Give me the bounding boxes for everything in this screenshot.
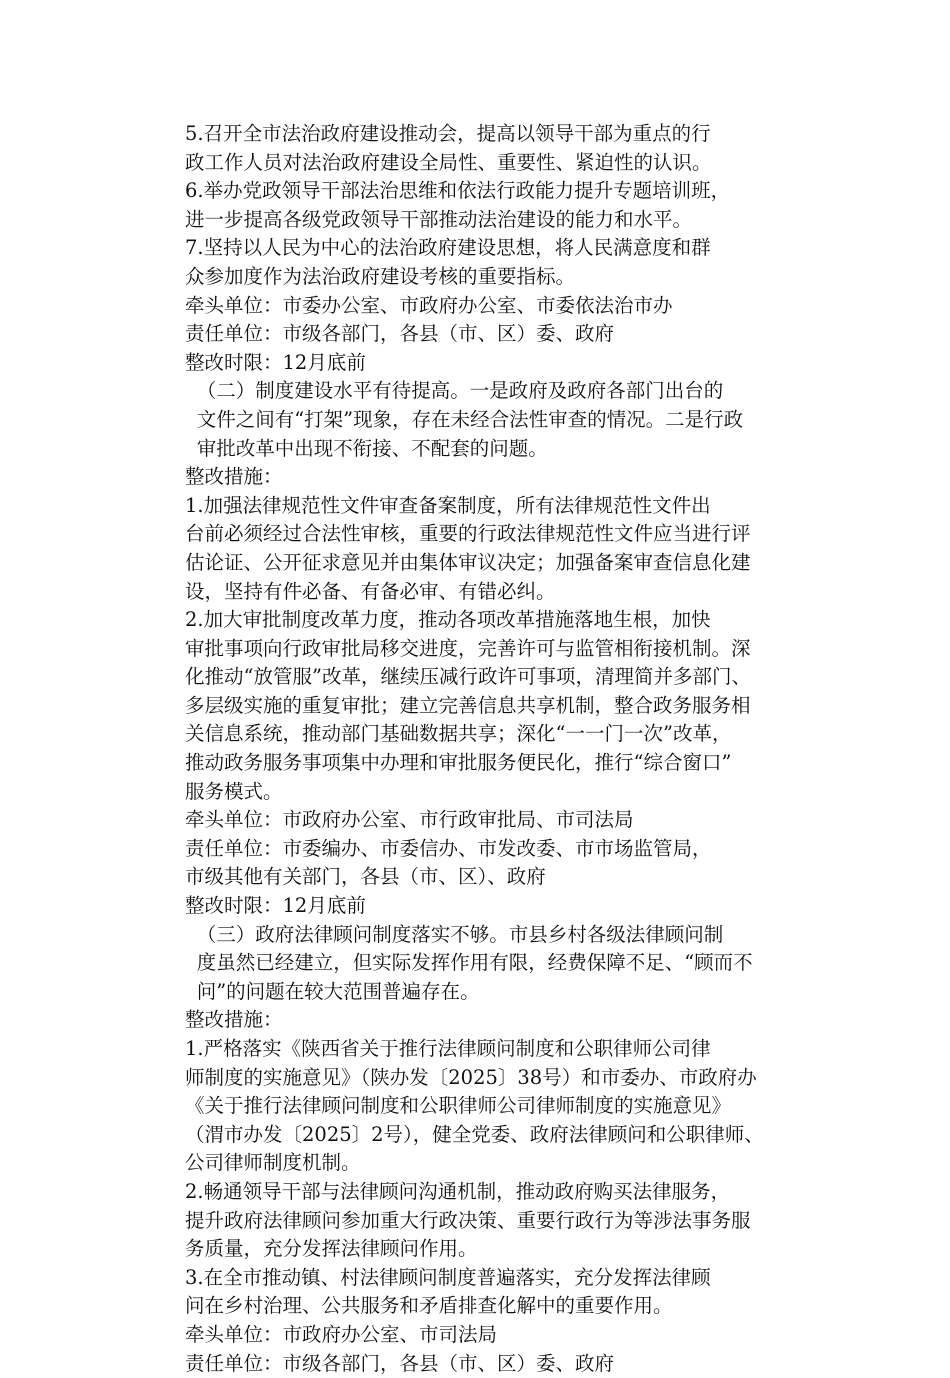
text-line: 公司律师制度机制。 — [185, 1151, 361, 1175]
text-line: 1.加强法律规范性文件审查备案制度，所有法律规范性文件出 — [185, 493, 711, 517]
text-line: 整改措施： — [185, 1008, 283, 1032]
text-line: 责任单位：市级各部门，各县（市、区）委、政府 — [185, 1351, 615, 1375]
text-line: 师制度的实施意见》（陕办发〔2025〕38号）和市委办、市政府办 — [185, 1065, 757, 1089]
text-line: 整改措施： — [185, 465, 283, 489]
text-line: 务质量，充分发挥法律顾问作用。 — [185, 1237, 478, 1261]
text-line: 《关于推行法律顾问制度和公职律师公司律师制度的实施意见》 — [185, 1094, 732, 1118]
paragraph-deadline-2 — [146, 892, 812, 921]
text-line: 5.召开全市法治政府建设推动会，提高以领导干部为重点的行 — [185, 122, 711, 145]
text-line: 化推动“放管服”改革，继续压减行政许可事项，清理简并多部门、 — [185, 665, 751, 689]
text-line: 牵头单位：市政府办公室、市司法局 — [185, 1322, 498, 1346]
text-line: 市级其他有关部门，各县（市、区）、政府 — [185, 865, 546, 889]
text-line: 责任单位：市级各部门，各县（市、区）委、政府 — [185, 322, 615, 346]
text-line: （三）政府法律顾问制度落实不够。市县乡村各级法律顾问制 — [196, 922, 724, 946]
text-line: （二）制度建设水平有待提高。一是政府及政府各部门出台的 — [196, 379, 724, 403]
paragraph-resp-unit-2 — [146, 835, 812, 892]
paragraph-s3-item-3 — [146, 1264, 812, 1321]
paragraph-item-6 — [146, 177, 812, 234]
text-line: 审批改革中出现不衔接、不配套的问题。 — [196, 436, 548, 460]
document-body — [146, 120, 812, 1378]
paragraph-measures-3 — [146, 1006, 812, 1035]
text-line: 众参加度作为法治政府建设考核的重要指标。 — [185, 264, 576, 288]
paragraph-section-3 — [146, 921, 812, 1007]
paragraph-lead-unit-3 — [146, 1321, 812, 1350]
paragraph-s3-item-2 — [146, 1178, 812, 1264]
text-line: 设，坚持有件必备、有备必审、有错必纠。 — [185, 579, 556, 603]
text-line: 牵头单位：市政府办公室、市行政审批局、市司法局 — [185, 808, 634, 832]
text-line: 服务模式。 — [185, 779, 283, 803]
text-line: 关信息系统，推动部门基础数据共享；深化“一一门一次”改革， — [185, 722, 732, 746]
text-line: 6.举办党政领导干部法治思维和依法行政能力提升专题培训班， — [185, 179, 731, 203]
text-line: 3.在全市推动镇、村法律顾问制度普遍落实，充分发挥法律顾 — [185, 1265, 711, 1289]
text-line: 多层级实施的重复审批；建立完善信息共享机制，整合政务服务相 — [185, 693, 751, 717]
text-line: 度虽然已经建立，但实际发挥作用有限，经费保障不足、“顾而不 — [196, 951, 753, 975]
paragraph-s2-item-2 — [146, 606, 812, 806]
text-line: （渭市办发〔2025〕2号），健全党委、政府法律顾问和公职律师、 — [185, 1122, 764, 1146]
text-line: 问”的问题在较大范围普遍存在。 — [196, 979, 480, 1003]
text-line: 7.坚持以人民为中心的法治政府建设思想，将人民满意度和群 — [185, 236, 711, 260]
paragraph-section-2 — [146, 377, 812, 463]
text-line: 2.畅通领导干部与法律顾问沟通机制，推动政府购买法律服务， — [185, 1179, 731, 1203]
paragraph-measures-2 — [146, 463, 812, 492]
text-line: 整改时限：12月底前 — [185, 894, 366, 918]
text-line: 进一步提高各级党政领导干部推动法治建设的能力和水平。 — [185, 207, 693, 231]
paragraph-s3-item-1 — [146, 1035, 812, 1178]
paragraph-deadline-1 — [146, 349, 812, 378]
text-line: 台前必须经过合法性审核，重要的行政法律规范性文件应当进行评 — [185, 522, 751, 546]
text-line: 2.加大审批制度改革力度，推动各项改革措施落地生根，加快 — [185, 608, 711, 632]
paragraph-resp-unit-3 — [146, 1350, 812, 1378]
paragraph-s2-item-1 — [146, 492, 812, 606]
text-line: 问在乡村治理、公共服务和矛盾排查化解中的重要作用。 — [185, 1294, 673, 1318]
paragraph-item-5 — [146, 120, 812, 177]
text-line: 责任单位：市委编办、市委信办、市发改委、市市场监管局， — [185, 836, 712, 860]
paragraph-lead-unit-2 — [146, 806, 812, 835]
text-line: 牵头单位：市委办公室、市政府办公室、市委依法治市办 — [185, 293, 673, 317]
text-line: 文件之间有“打架”现象，存在未经合法性审查的情况。二是行政 — [196, 407, 744, 431]
text-line: 政工作人员对法治政府建设全局性、重要性、紧迫性的认识。 — [185, 150, 712, 174]
paragraph-item-7 — [146, 234, 812, 291]
paragraph-resp-unit-1 — [146, 320, 812, 349]
text-line: 整改时限：12月底前 — [185, 350, 366, 374]
text-line: 审批事项向行政审批局移交进度，完善许可与监管相衔接机制。深 — [185, 636, 751, 660]
text-line: 1.严格落实《陕西省关于推行法律顾问制度和公职律师公司律 — [185, 1037, 711, 1060]
paragraph-lead-unit-1 — [146, 292, 812, 321]
text-line: 提升政府法律顾问参加重大行政决策、重要行政行为等涉法事务服 — [185, 1208, 751, 1232]
text-line: 推动政务服务事项集中办理和审批服务便民化，推行“综合窗口” — [185, 751, 732, 775]
text-line: 估论证、公开征求意见并由集体审议决定；加强备案审查信息化建 — [185, 550, 751, 574]
